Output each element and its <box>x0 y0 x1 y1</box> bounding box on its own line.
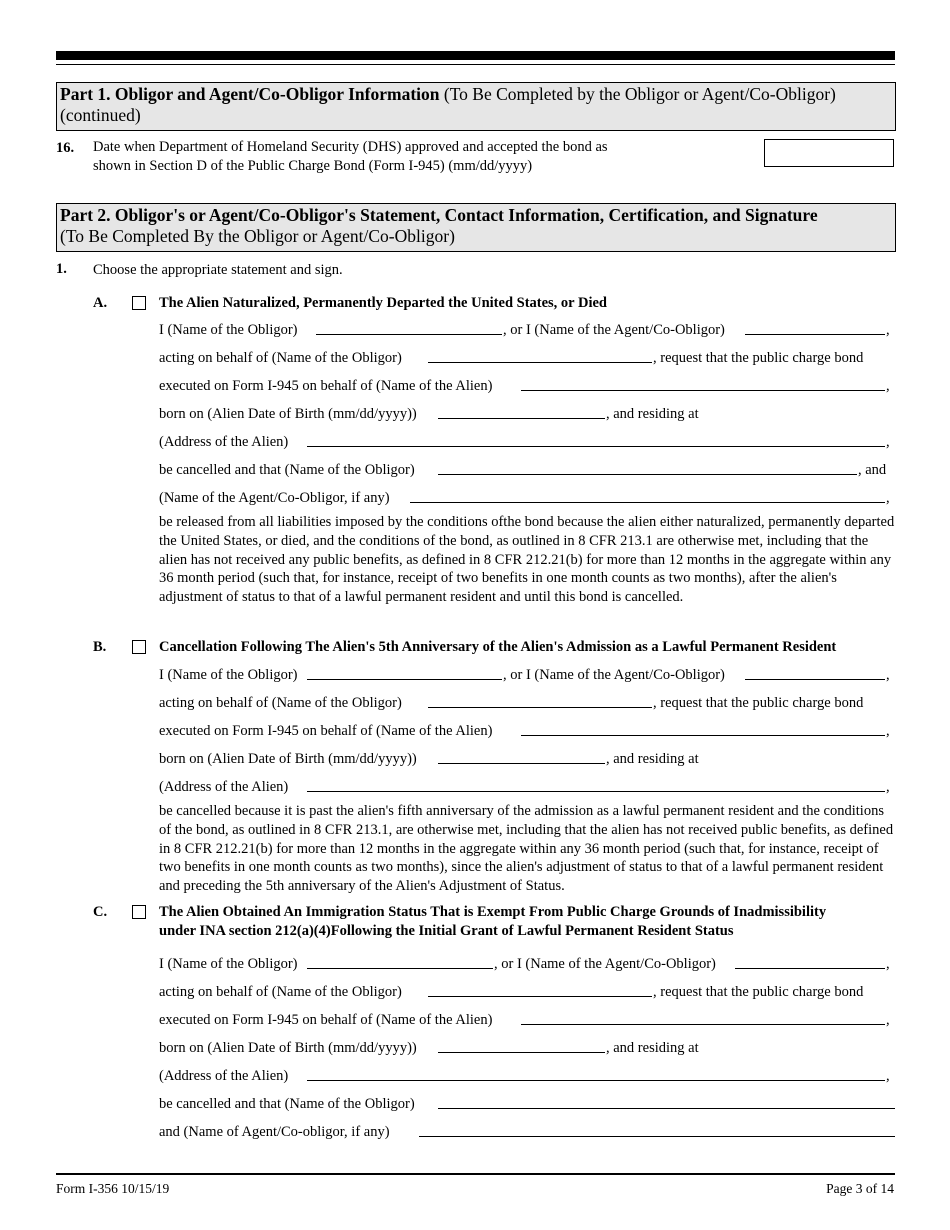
sectionA-letter: A. <box>93 295 108 311</box>
a-acting-label: acting on behalf of (Name of the Obligor) <box>159 350 402 366</box>
b-born-label: born on (Alien Date of Birth (mm/dd/yyyy)) <box>159 751 417 767</box>
b-or-agent-label: , or I (Name of the Agent/Co-Obligor) <box>503 667 725 683</box>
c-acting-obligor-field[interactable] <box>428 996 652 997</box>
c-agent-if-any-field[interactable] <box>419 1136 895 1137</box>
a-agent-if-any-field[interactable] <box>410 502 885 503</box>
a-cancelled-label: be cancelled and that (Name of the Obligor) <box>159 462 415 478</box>
c-comma: , <box>886 956 890 972</box>
item16-number: 16. <box>56 140 75 156</box>
a-acting-obligor-field[interactable] <box>428 362 652 363</box>
b-acting-label: acting on behalf of (Name of the Obligor) <box>159 695 402 711</box>
b-address-field[interactable] <box>307 791 885 792</box>
b-comma: , <box>886 723 890 739</box>
c-comma: , <box>886 1068 890 1084</box>
a-born-label: born on (Alien Date of Birth (mm/dd/yyyy)) <box>159 406 417 422</box>
a-agent-if-any-label: (Name of the Agent/Co-Obligor, if any) <box>159 490 390 506</box>
a-or-agent-label: , or I (Name of the Agent/Co-Obligor) <box>503 322 725 338</box>
top-thick-rule <box>56 51 895 60</box>
c-birth-date-field[interactable] <box>438 1052 605 1053</box>
a-and-label: , and <box>858 462 887 478</box>
a-residing-label: , and residing at <box>606 406 699 422</box>
b-acting-obligor-field[interactable] <box>428 707 652 708</box>
a-cancel-obligor-field[interactable] <box>438 474 857 475</box>
b-residing-label: , and residing at <box>606 751 699 767</box>
sectionC-title-line1: The Alien Obtained An Immigration Status That is Exempt From Public Charge Grounds of Inadmissibility <box>159 904 827 920</box>
sectionC-letter: C. <box>93 904 108 920</box>
item1-text: Choose the appropriate statement and sign. <box>93 262 343 278</box>
c-agent-name-field[interactable] <box>735 968 885 969</box>
item16-line2: shown in Section D of the Public Charge Bond (Form I-945) (mm/dd/yyyy) <box>93 158 533 174</box>
b-comma: , <box>886 779 890 795</box>
sectionB-body: be cancelled because it is past the alien's fifth anniversary of the admission as a lawful permanent resident and the conditions of the bond, as outlined in 8 CFR 213.1, are otherwise met, including that the alien has not received public benefits, as defined in 8 CFR 212.21(b) for more than 12 months in the aggregate within any 36 month period (such that, for instance, receipt of two benefits in one month counts as two months), since the alien's adjustment of status to that of a lawful permanent resident and preceding the 5th anniversary of the Alien's Adjustment of Status. <box>159 803 894 895</box>
c-executed-label: executed on Form I-945 on behalf of (Name of the Alien) <box>159 1012 493 1028</box>
b-name-obligor-label: I (Name of the Obligor) <box>159 667 298 683</box>
sectionC-checkbox[interactable] <box>132 905 146 919</box>
part2-title: Part 2. Obligor's or Agent/Co-Obligor's Statement, Contact Information, Certification, and Signature <box>60 205 818 225</box>
a-comma: , <box>886 378 890 394</box>
b-address-label: (Address of the Alien) <box>159 779 289 795</box>
c-cancel-obligor-field[interactable] <box>438 1108 895 1109</box>
part1-title: Part 1. Obligor and Agent/Co-Obligor Information <box>60 84 440 104</box>
item16-line1: Date when Department of Homeland Security (DHS) approved and accepted the bond as <box>93 139 608 155</box>
c-agent-if-any-label: and (Name of Agent/Co-obligor, if any) <box>159 1124 390 1140</box>
b-request-label: , request that the public charge bond <box>653 695 864 711</box>
approval-date-input[interactable] <box>764 139 894 167</box>
a-obligor-name-field[interactable] <box>316 334 502 335</box>
a-request-label: , request that the public charge bond <box>653 350 864 366</box>
part2-subtitle: (To Be Completed By the Obligor or Agent/Co-Obligor) <box>60 226 455 246</box>
a-address-label: (Address of the Alien) <box>159 434 289 450</box>
a-comma: , <box>886 490 890 506</box>
c-request-label: , request that the public charge bond <box>653 984 864 1000</box>
c-acting-label: acting on behalf of (Name of the Obligor) <box>159 984 402 1000</box>
b-executed-label: executed on Form I-945 on behalf of (Name of the Alien) <box>159 723 493 739</box>
c-alien-name-field[interactable] <box>521 1024 885 1025</box>
b-birth-date-field[interactable] <box>438 763 605 764</box>
b-obligor-name-field[interactable] <box>307 679 502 680</box>
b-comma: , <box>886 667 890 683</box>
sectionA-title: The Alien Naturalized, Permanently Departed the United States, or Died <box>159 295 607 311</box>
sectionB-title: Cancellation Following The Alien's 5th Anniversary of the Alien's Admission as a Lawful Permanent Resident <box>159 639 837 655</box>
sectionC-title-line2: under INA section 212(a)(4)Following the Initial Grant of Lawful Permanent Resident Status <box>159 923 734 939</box>
a-address-field[interactable] <box>307 446 885 447</box>
c-or-agent-label: , or I (Name of the Agent/Co-Obligor) <box>494 956 716 972</box>
c-comma: , <box>886 1012 890 1028</box>
b-alien-name-field[interactable] <box>521 735 885 736</box>
c-born-label: born on (Alien Date of Birth (mm/dd/yyyy)) <box>159 1040 417 1056</box>
top-thin-rule <box>56 64 895 65</box>
sectionB-letter: B. <box>93 639 107 655</box>
a-birth-date-field[interactable] <box>438 418 605 419</box>
footer-form-id: Form I-356 10/15/19 <box>56 1181 170 1196</box>
footer-rule <box>56 1173 895 1175</box>
sectionA-body: be released from all liabilities imposed by the conditions ofthe bond because the alien either naturalized, permanently departed the United States, or died, and the conditions of the bond, as outlined in 8 CFR 213.1 are otherwise met, including that the alien has not received any public benefits, as defined in 8 CFR 212.21(b) for more than 12 months in the aggregate within any 36 month period (such that, for instance, receipt of two benefits in one month counts as two months), after the alien's adjustment of status to that of a lawful permanent resident and until this bond is cancelled. <box>159 514 895 606</box>
a-executed-label: executed on Form I-945 on behalf of (Name of the Alien) <box>159 378 493 394</box>
a-agent-name-field[interactable] <box>745 334 885 335</box>
a-comma: , <box>886 434 890 450</box>
item1-number: 1. <box>56 261 67 277</box>
c-residing-label: , and residing at <box>606 1040 699 1056</box>
a-alien-name-field[interactable] <box>521 390 885 391</box>
c-obligor-name-field[interactable] <box>307 968 493 969</box>
part1-continued: (continued) <box>60 105 141 125</box>
c-address-label: (Address of the Alien) <box>159 1068 289 1084</box>
part2-header <box>56 203 896 252</box>
c-cancelled-label: be cancelled and that (Name of the Obligor) <box>159 1096 415 1112</box>
part1-header <box>56 82 896 131</box>
c-address-field[interactable] <box>307 1080 885 1081</box>
a-name-obligor-label: I (Name of the Obligor) <box>159 322 298 338</box>
sectionB-checkbox[interactable] <box>132 640 146 654</box>
b-agent-name-field[interactable] <box>745 679 885 680</box>
sectionA-checkbox[interactable] <box>132 296 146 310</box>
c-name-obligor-label: I (Name of the Obligor) <box>159 956 298 972</box>
footer-page-number: Page 3 of 14 <box>826 1181 894 1196</box>
a-comma: , <box>886 322 890 338</box>
part1-subtitle: (To Be Completed by the Obligor or Agent/Co-Obligor) <box>439 84 836 104</box>
